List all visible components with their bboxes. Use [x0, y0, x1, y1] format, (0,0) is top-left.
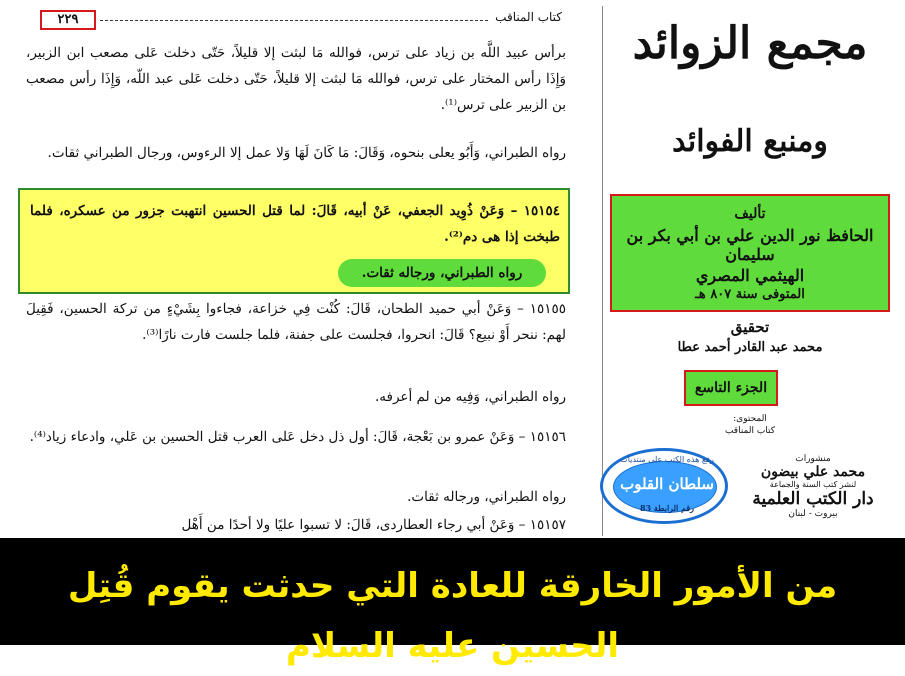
contents-value: كتاب المناقب — [724, 426, 776, 436]
author-box — [610, 194, 890, 312]
paragraph-4-text: رواه الطبراني، وَفِيه من لم أعرفه. — [374, 389, 566, 405]
volume-label: الجزء التاسع — [684, 370, 778, 406]
paragraph-5-text: ١٥١٥٦ – وَعَنْ عمرو بن بَعْجة، قَالَ: أول ذل دخل عَلى العرب قتل الحسين بن عَلي، وادعاء زياد⁽⁴⁾. — [29, 429, 566, 445]
paragraph-4 — [26, 384, 566, 410]
author-label: تأليف — [734, 206, 766, 222]
highlighted-hadith — [30, 198, 560, 250]
highlighted-grading-text: رواه الطبراني، ورجاله ثقات. — [361, 265, 523, 281]
page-header — [30, 10, 570, 32]
paragraph-6-text: رواه الطبراني، ورجاله ثقات. — [407, 489, 566, 505]
publisher-line-2: محمد علي بيضون — [760, 464, 866, 480]
page-number: ٢٢٩ — [40, 10, 96, 30]
paragraph-2 — [26, 140, 566, 166]
stamp-title-text: سلطان القلوب — [620, 475, 714, 493]
stamp-top-text: رفع هذه الكتب على منتديات — [620, 455, 714, 464]
author-death-date: المتوفى سنة ٨٠٧ هـ — [695, 287, 805, 302]
running-header-title: كتاب المناقب — [495, 10, 562, 24]
cover-title: مجمع الزوائد — [632, 18, 868, 69]
publisher-line-5: بيروت - لبنان — [788, 509, 838, 519]
editor-name: محمد عبد القادر أحمد عطا — [677, 340, 823, 355]
paragraph-6 — [26, 484, 566, 510]
paragraph-1 — [26, 40, 566, 118]
contents-label: المحتوى: — [733, 414, 767, 424]
paragraph-7 — [26, 512, 566, 538]
caption-banner — [0, 538, 905, 666]
publisher-line-4: دار الكتب العلمية — [752, 489, 874, 509]
author-name-line2: الهيثمي المصري — [695, 266, 805, 285]
paragraph-2-text: رواه الطبراني، وَأَبُو يعلى بنحوه، وَقَالَ: مَا كَانَ لَهَا وَلا عمل إلا الرءوس، ورجال الطبراني ثقات. — [47, 145, 566, 161]
publisher-line-3: لنشر كتب السنة والجماعة — [769, 480, 857, 489]
header-dashed-line — [100, 20, 488, 21]
publisher-line-1: منشورات — [795, 454, 831, 464]
caption-text: من الأمور الخارقة للعادة التي حدثت يقوم قُتِل الحسين عليه السلام — [67, 566, 838, 666]
paragraph-1-text: برأس عبيد اللَّه بن زياد على ترس، فوالله مَا لبثت إلا قليلاً، حَتّى دخلت عَلى مصعب ابن الزبير، وَإِذَا رأس المختار على ترس، فوالله مَا لبثت إلا قليلاً، حَتّى دخلت عَلى عبد اللّه، وَإِذَا رأس مصعب بن الزبير على ترس⁽¹⁾. — [26, 45, 566, 113]
book-cover — [592, 0, 905, 538]
paragraph-5 — [26, 424, 566, 450]
tahqiq-label: تحقيق — [730, 318, 770, 336]
author-name-line1: الحافظ نور الدين علي بن أبي بكر بن سليمان — [626, 226, 874, 264]
paragraph-7-text: ١٥١٥٧ – وَعَنْ أبي رجاء العطاردى، قَالَ: لا تسبوا عليًا ولا أحدًا من أَهْل — [181, 517, 566, 533]
paragraph-3-text: ١٥١٥٥ – وَعَنْ أبي حميد الطحان، قَالَ: كُنْت فِي خزاعة، فجاءوا بِشَيْءٍ من تركة الحسين، فَقِيلَ لهم: ننحر أَوْ نبيع؟ قَالَ: انحروا، فجلست على جفنة، فلما جلست فارت نارًا⁽³⁾. — [26, 301, 566, 343]
cover-subtitle: ومنبع الفوائد — [672, 124, 828, 159]
highlighted-hadith-text: ١٥١٥٤ – وَعَنْ ذُوِيد الجعفي، عَنْ أبيه، قَالَ: لما قتل الحسين انتهبت جزور من عسكره، فلما طبخت إذا هى دم⁽²⁾. — [30, 203, 560, 245]
paragraph-3 — [26, 296, 566, 348]
forum-stamp — [600, 448, 728, 524]
publisher-block — [732, 454, 894, 519]
stamp-bottom-text: رقم الرابطة 83 — [639, 503, 695, 513]
